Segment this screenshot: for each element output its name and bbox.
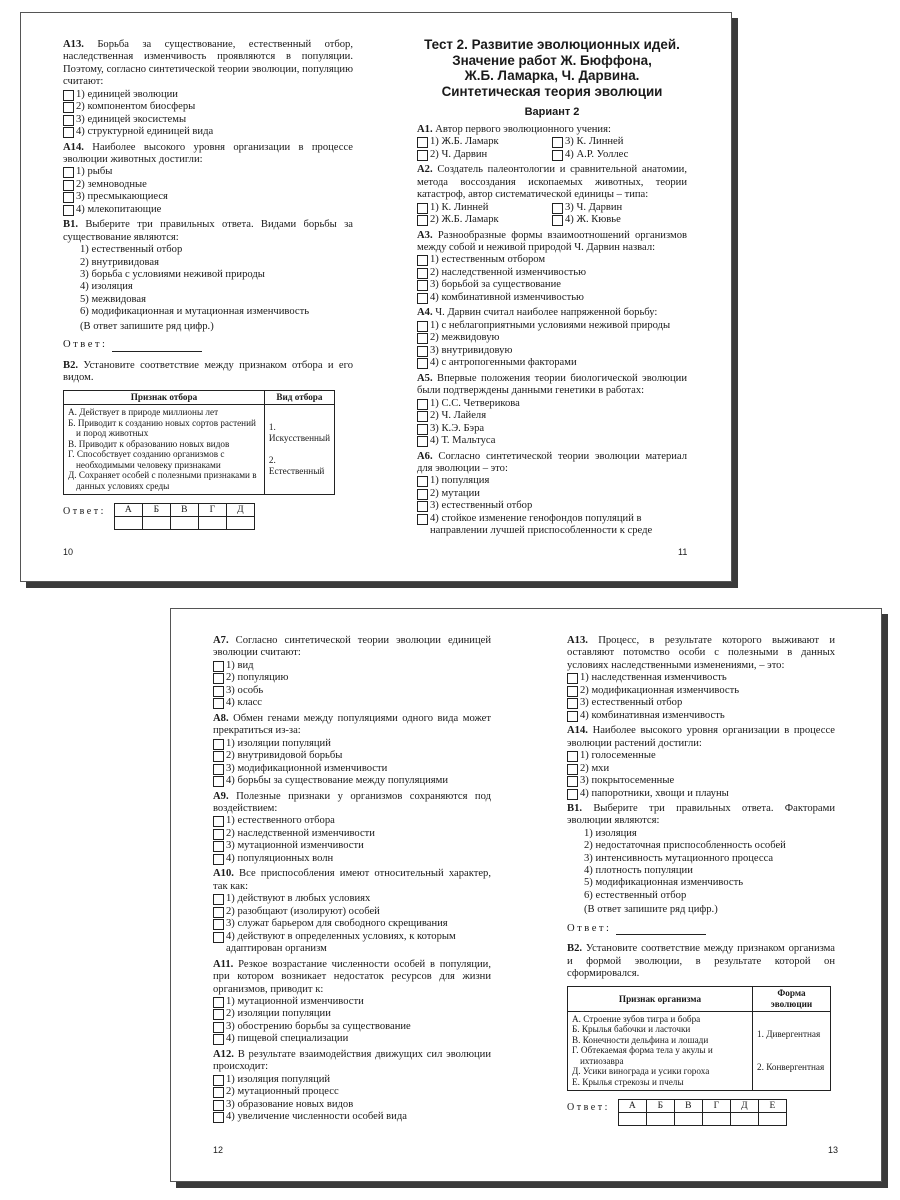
answer-field[interactable]: [567, 923, 835, 935]
option[interactable]: 2) Ж.Б. Ламарк: [417, 214, 552, 227]
option[interactable]: 1) единицей эволюции: [63, 89, 353, 102]
table-row: А. Строение зубов тигра и бобра: [572, 1013, 701, 1024]
page-number: 11: [678, 547, 688, 557]
answer-cell[interactable]: [618, 1113, 646, 1126]
option[interactable]: 4) комбинативная изменчивость: [567, 710, 835, 723]
question-a13: [63, 39, 353, 139]
question-number: A14.: [63, 141, 84, 153]
checkbox[interactable]: [63, 192, 74, 203]
question-text: Ч. Дарвин считал наиболее напряженной борьбу:: [435, 307, 658, 319]
question-number: A13.: [63, 39, 84, 50]
variant-heading: Вариант 2: [524, 106, 580, 118]
question-number: A12.: [213, 1048, 234, 1060]
checkbox[interactable]: [213, 1009, 224, 1020]
question-number: B1.: [567, 803, 583, 815]
answer-cell[interactable]: [646, 1113, 674, 1126]
checkbox[interactable]: [552, 215, 563, 226]
kind-item: 2. Естественный: [268, 455, 325, 476]
answer-grid: [567, 1099, 835, 1126]
question-text: Автор первого эволюционного учения:: [435, 124, 611, 135]
option[interactable]: 3) образование новых видов: [213, 1099, 491, 1112]
option[interactable]: 2) мутационный процесс: [213, 1086, 491, 1099]
question-text: Установите соответствие между признаком отбора и его видом.: [63, 359, 353, 383]
question-text: Все приспособления имеют относительный характер, так как:: [213, 868, 491, 892]
question-b2: [63, 360, 353, 531]
checkbox[interactable]: [417, 501, 428, 512]
question-b1: [567, 803, 835, 935]
checkbox[interactable]: [63, 205, 74, 216]
kind-item: 1. Дивергентная: [757, 1028, 821, 1039]
option[interactable]: 1) с неблагоприятными условиями неживой природы: [417, 320, 687, 333]
answer-cell[interactable]: [170, 517, 198, 530]
option[interactable]: 3) единицей экосистемы: [63, 114, 353, 127]
option[interactable]: 4) популяционных волн: [213, 853, 491, 866]
checkbox[interactable]: [417, 137, 428, 148]
table-row: Е. Крылья стрекозы и пчелы: [572, 1077, 684, 1088]
checkbox[interactable]: [213, 919, 224, 930]
checkbox[interactable]: [213, 1034, 224, 1045]
checkbox[interactable]: [213, 854, 224, 865]
question-text: Установите соответствие между признаком организма и формой эволюции, в результате которой он сформировался.: [567, 943, 835, 979]
option[interactable]: 2) модификационная изменчивость: [567, 685, 835, 698]
checkbox[interactable]: [417, 476, 428, 487]
option[interactable]: 4) класс: [213, 697, 491, 710]
checkbox[interactable]: [417, 321, 428, 332]
list-item: 3) интенсивность мутационного процесса: [584, 852, 774, 864]
table-row: Д. Усики винограда и усики гороха: [572, 1066, 710, 1077]
page-12: [213, 635, 491, 1127]
question-number: A2.: [417, 164, 433, 176]
answer-line[interactable]: [616, 924, 706, 935]
option[interactable]: 2) наследственной изменчивостью: [417, 267, 687, 280]
option[interactable]: 3) внутривидовую: [417, 345, 687, 358]
question-text: Согласно синтетической теории эволюции единицей эволюции считают:: [213, 635, 491, 659]
checkbox[interactable]: [213, 1022, 224, 1033]
checkbox[interactable]: [417, 150, 428, 161]
answer-letter: Г: [198, 503, 226, 516]
question-number: B2.: [567, 943, 583, 955]
column-header: Форма эволюции: [753, 987, 831, 1011]
option[interactable]: 1) изоляции популяций: [213, 738, 491, 751]
list-item: 6) модификационная и мутационная изменчивость: [80, 306, 310, 318]
option[interactable]: 2) наследственной изменчивости: [213, 828, 491, 841]
table-row: В. Приводит к образованию новых видов: [68, 438, 230, 449]
question-text: Впервые положения теории биологической эволюции были подтверждены данными генетики в работах:: [417, 372, 687, 397]
checkbox[interactable]: [213, 1112, 224, 1123]
question-number: A9.: [213, 790, 229, 802]
column-header: Вид отбора: [264, 391, 334, 405]
options-grid: [417, 202, 687, 227]
list-item: 6) естественный отбор: [584, 889, 687, 901]
question-number: A1.: [417, 124, 433, 135]
page-number: 13: [828, 1145, 839, 1155]
table-cell-kinds: [264, 404, 334, 494]
checkbox[interactable]: [417, 399, 428, 410]
list-item: 4) плотность популяции: [584, 865, 693, 877]
answer-cell[interactable]: [730, 1113, 758, 1126]
checkbox[interactable]: [213, 673, 224, 684]
answer-letter: А: [114, 503, 142, 516]
column-header: Признак отбора: [64, 391, 265, 405]
table-cell-kinds: [753, 1011, 831, 1090]
checkbox[interactable]: [213, 776, 224, 787]
table-row: Г. Обтекаемая форма тела у акулы и ихтиозавра: [572, 1045, 713, 1066]
option[interactable]: 1) популяция: [417, 475, 687, 488]
option[interactable]: 3) естественный отбор: [567, 697, 835, 710]
checkbox[interactable]: [213, 841, 224, 852]
question-a1: [417, 124, 687, 161]
column-header: Признак организма: [568, 987, 753, 1011]
option[interactable]: 1) наследственная изменчивость: [567, 672, 835, 685]
option[interactable]: 2) Ч. Дарвин: [417, 149, 552, 162]
question-a10: [213, 868, 491, 955]
option[interactable]: 1) естественного отбора: [213, 815, 491, 828]
checkbox[interactable]: [552, 150, 563, 161]
option[interactable]: 1) мутационной изменчивости: [213, 996, 491, 1009]
test-title: Тест 2. Развитие эволюционных идей. Значение работ Ж. Бюффона, Ж.Б. Ламарка, Ч. Дарвина. Синтетическая теория эволюции: [424, 37, 680, 99]
question-text: Полезные признаки у организмов сохраняются под воздействием:: [213, 790, 491, 815]
option[interactable]: 2) компонентом биосферы: [63, 101, 353, 114]
question-a12: [213, 1049, 491, 1124]
checkbox[interactable]: [63, 90, 74, 101]
instruction-note: (В ответ запишите ряд цифр.): [80, 320, 214, 332]
question-number: A14.: [567, 725, 588, 737]
option[interactable]: 3) обострению борьбы за существование: [213, 1021, 491, 1034]
list-item: 3) борьба с условиями неживой природы: [80, 269, 265, 281]
question-b2: [567, 943, 835, 1126]
option[interactable]: 3) борьбой за существование: [417, 279, 687, 292]
answer-cell[interactable]: [142, 517, 170, 530]
checkbox[interactable]: [213, 932, 224, 943]
answer-cell[interactable]: [114, 517, 142, 530]
list-item: 2) внутривидовая: [80, 256, 159, 268]
question-text: Борьба за существование, естественный отбор, наследственная изменчивость проявляются в популяции. Поэтому, согласно синтетической теории эволюции, популяцию считают:: [63, 39, 353, 88]
checkbox[interactable]: [213, 751, 224, 762]
answer-table[interactable]: [618, 1099, 787, 1126]
list-item: 4) изоляция: [80, 281, 133, 293]
question-text: Создатель палеонтологии и сравнительной анатомии, метода воссоздания ископаемых животных, теории катастроф, автор систематической единицы – типа:: [417, 164, 687, 201]
checkbox[interactable]: [63, 167, 74, 178]
checkbox[interactable]: [417, 333, 428, 344]
list-item: 1) естественный отбор: [80, 244, 183, 256]
checkbox[interactable]: [213, 816, 224, 827]
checkbox[interactable]: [213, 739, 224, 750]
answer-letter: В: [170, 503, 198, 516]
option[interactable]: 3) К. Линней: [552, 136, 687, 149]
answer-letter: А: [618, 1099, 646, 1112]
page-11: [417, 37, 687, 541]
table-row: Б. Приводит к созданию новых сортов растений и пород животных: [68, 417, 256, 439]
question-number: A5.: [417, 372, 433, 384]
checkbox[interactable]: [213, 894, 224, 905]
question-text: Наиболее высокого уровня организации в процессе эволюции растений достигли:: [567, 725, 835, 749]
kind-item: 1. Искусственный: [268, 422, 330, 443]
page-number: 10: [63, 547, 74, 557]
list-item: 2) недостаточная приспособленность особей: [584, 840, 786, 852]
checkbox[interactable]: [63, 180, 74, 191]
question-a3: [417, 230, 687, 305]
checkbox[interactable]: [417, 293, 428, 304]
answer-field[interactable]: [63, 339, 353, 351]
table-row: В. Конечности дельфина и лошади: [572, 1034, 709, 1045]
option[interactable]: 3) особь: [213, 685, 491, 698]
answer-table[interactable]: [114, 503, 255, 530]
checkbox[interactable]: [417, 346, 428, 357]
option[interactable]: 4) комбинативной изменчивостью: [417, 292, 687, 305]
checkbox[interactable]: [417, 411, 428, 422]
answer-cell[interactable]: [758, 1113, 786, 1126]
table-cell-features: [568, 1011, 753, 1090]
checkbox[interactable]: [213, 907, 224, 918]
kind-item: 2. Конвергентная: [757, 1061, 825, 1072]
checkbox[interactable]: [63, 102, 74, 113]
option[interactable]: 4) А.Р. Уоллес: [552, 149, 687, 162]
option[interactable]: 1) действуют в любых условиях: [213, 893, 491, 906]
checkbox[interactable]: [213, 764, 224, 775]
question-a14: [63, 142, 353, 217]
question-text: Согласно синтетической теории эволюции материал для эволюции – это:: [417, 450, 687, 475]
option[interactable]: 4) с антропогенными факторами: [417, 357, 687, 370]
checkbox[interactable]: [213, 661, 224, 672]
checkbox[interactable]: [567, 686, 578, 697]
checkbox[interactable]: [417, 215, 428, 226]
checkbox[interactable]: [213, 1087, 224, 1098]
question-a4: [417, 307, 687, 369]
checkbox[interactable]: [567, 673, 578, 684]
page-10: [63, 39, 353, 533]
checkbox[interactable]: [417, 489, 428, 500]
question-number: B1.: [63, 219, 79, 231]
checkbox[interactable]: [567, 751, 578, 762]
option[interactable]: 4) папоротники, хвощи и плауны: [567, 788, 835, 801]
list-item: 5) модификационная изменчивость: [584, 877, 744, 889]
option[interactable]: 2) популяцию: [213, 672, 491, 685]
question-b1: [63, 219, 353, 351]
table-row: А. Действует в природе миллионы лет: [68, 406, 219, 417]
answer-letter: Д: [730, 1099, 758, 1112]
question-number: A3.: [417, 229, 433, 241]
question-number: B2.: [63, 359, 79, 371]
option[interactable]: 2) межвидовую: [417, 332, 687, 345]
question-number: A10.: [213, 868, 234, 880]
question-a7: [213, 635, 491, 710]
answer-label: Ответ:: [567, 1101, 610, 1113]
list-item: 1) изоляция: [584, 827, 637, 839]
checkbox[interactable]: [567, 764, 578, 775]
options-grid: [417, 136, 687, 161]
option[interactable]: 1) естественным отбором: [417, 254, 687, 267]
option[interactable]: 2) разобщают (изолируют) особей: [213, 906, 491, 919]
checkbox[interactable]: [417, 514, 428, 525]
question-a8: [213, 713, 491, 788]
checkbox[interactable]: [417, 255, 428, 266]
option[interactable]: 3) покрытосеменные: [567, 775, 835, 788]
checkbox[interactable]: [567, 789, 578, 800]
question-text: Резкое возрастание численности особей в популяции, при котором возникает недостаток ресурсов для жизни организмов, приводит к:: [213, 958, 491, 995]
checkbox[interactable]: [417, 424, 428, 435]
answer-label: Ответ:: [63, 505, 106, 517]
option[interactable]: 4) Ж. Кювье: [552, 214, 687, 227]
option[interactable]: 4) пищевой специализации: [213, 1033, 491, 1046]
option[interactable]: 1) изоляция популяций: [213, 1074, 491, 1087]
answer-line[interactable]: [112, 341, 202, 352]
instruction-note: (В ответ запишите ряд цифр.): [584, 904, 718, 916]
book-spread-pages-10-11: [20, 12, 732, 582]
option[interactable]: 2) внутривидовой борьбы: [213, 750, 491, 763]
question-a14: [567, 725, 835, 800]
question-a2: [417, 164, 687, 226]
question-a5: [417, 373, 687, 448]
question-number: A4.: [417, 307, 433, 319]
table-row: Г. Способствует созданию организмов с необходимыми человеку признаками: [68, 449, 225, 470]
checkbox[interactable]: [213, 1075, 224, 1086]
page-number: 12: [213, 1145, 224, 1155]
question-text: Процесс, в результате которого выживают и оставляют потомство особи с полезными в данных условиях наследственными изменениями, – это:: [567, 635, 835, 671]
list-item: 5) межвидовая: [80, 293, 146, 305]
checkbox[interactable]: [552, 203, 563, 214]
question-a11: [213, 959, 491, 1046]
option[interactable]: 2) мутации: [417, 488, 687, 501]
matching-table: [567, 986, 831, 1090]
question-a6: [417, 451, 687, 538]
answer-grid: [63, 503, 353, 530]
option[interactable]: 4) структурной единицей вида: [63, 126, 353, 139]
answer-letter: Е: [758, 1099, 786, 1112]
table-row: Д. Сохраняет особей с полезными признаками в данных условиях среды: [68, 470, 257, 492]
checkbox[interactable]: [213, 686, 224, 697]
question-text: Выберите три правильных ответа. Факторами эволюции являются:: [567, 803, 835, 827]
question-text: Разнообразные формы взаимоотношений организмов между собой и неживой природой Ч. Дарвин назвал:: [417, 229, 687, 254]
option[interactable]: 3) К.Э. Бэра: [417, 423, 687, 436]
checkbox[interactable]: [213, 997, 224, 1008]
option[interactable]: 1) Ж.Б. Ламарк: [417, 136, 552, 149]
checkbox[interactable]: [417, 436, 428, 447]
question-text: В результате взаимодействия движущих сил эволюции происходит:: [213, 1048, 491, 1073]
answer-letter: Б: [142, 503, 170, 516]
checkbox[interactable]: [567, 698, 578, 709]
question-number: A13.: [567, 635, 588, 646]
option[interactable]: 4) увеличение численности особей вида: [213, 1111, 491, 1124]
checkbox[interactable]: [213, 829, 224, 840]
answer-label: Ответ:: [63, 339, 108, 351]
option[interactable]: 3) служат барьером для свободного скрещивания: [213, 918, 491, 931]
checkbox[interactable]: [213, 698, 224, 709]
option[interactable]: 3) Ч. Дарвин: [552, 202, 687, 215]
option[interactable]: 4) Т. Мальтуса: [417, 435, 687, 448]
option[interactable]: 4) стойкое изменение генофондов популяций в направлении лучшей приспособленности к среде: [417, 513, 687, 538]
answer-letter: Д: [226, 503, 254, 516]
option[interactable]: 4) млекопитающие: [63, 204, 353, 217]
checkbox[interactable]: [567, 776, 578, 787]
option[interactable]: 1) рыбы: [63, 166, 353, 179]
question-number: A8.: [213, 712, 229, 724]
checkbox[interactable]: [417, 280, 428, 291]
checkbox[interactable]: [567, 711, 578, 722]
checkbox[interactable]: [417, 268, 428, 279]
table-row: Б. Крылья бабочки и ласточки: [572, 1024, 691, 1035]
answer-label: Ответ:: [567, 922, 612, 934]
option[interactable]: 3) пресмыкающиеся: [63, 191, 353, 204]
checkbox[interactable]: [417, 358, 428, 369]
question-number: A11.: [213, 958, 234, 970]
checkbox[interactable]: [63, 115, 74, 126]
option[interactable]: 3) модификационной изменчивости: [213, 763, 491, 776]
option[interactable]: 3) мутационной изменчивости: [213, 840, 491, 853]
question-text: Выберите три правильных ответа. Видами борьбы за существование являются:: [63, 219, 353, 243]
checkbox[interactable]: [552, 137, 563, 148]
answer-letter: Б: [646, 1099, 674, 1112]
question-a9: [213, 791, 491, 866]
question-text: Наиболее высокого уровня организации в процессе эволюции животных достигли:: [63, 141, 353, 166]
checkbox[interactable]: [63, 127, 74, 138]
answer-letter: В: [674, 1099, 702, 1112]
table-cell-features: [64, 404, 265, 494]
option[interactable]: 3) естественный отбор: [417, 500, 687, 513]
option[interactable]: 2) мхи: [567, 763, 835, 776]
answer-cell[interactable]: [702, 1113, 730, 1126]
answer-cell[interactable]: [198, 517, 226, 530]
page-13: [567, 635, 835, 1129]
question-a13: [567, 635, 835, 722]
option[interactable]: 1) вид: [213, 660, 491, 673]
answer-letter: Г: [702, 1099, 730, 1112]
option[interactable]: 4) борьбы за существование между популяциями: [213, 775, 491, 788]
question-number: A6.: [417, 450, 433, 462]
matching-table: [63, 390, 335, 494]
option[interactable]: 1) голосеменные: [567, 750, 835, 763]
option[interactable]: 2) земноводные: [63, 179, 353, 192]
checkbox[interactable]: [213, 1100, 224, 1111]
question-text: Обмен генами между популяциями одного вида может прекратиться из-за:: [213, 712, 491, 737]
option[interactable]: 2) изоляции популяции: [213, 1008, 491, 1021]
option[interactable]: 1) С.С. Четверикова: [417, 398, 687, 411]
answer-cell[interactable]: [674, 1113, 702, 1126]
book-spread-pages-12-13: [170, 608, 882, 1182]
checkbox[interactable]: [417, 203, 428, 214]
answer-cell[interactable]: [226, 517, 254, 530]
option[interactable]: 1) К. Линней: [417, 202, 552, 215]
question-number: A7.: [213, 635, 229, 646]
option[interactable]: 2) Ч. Лайеля: [417, 410, 687, 423]
option[interactable]: 4) действуют в определенных условиях, к которым адаптирован организм: [213, 931, 491, 956]
